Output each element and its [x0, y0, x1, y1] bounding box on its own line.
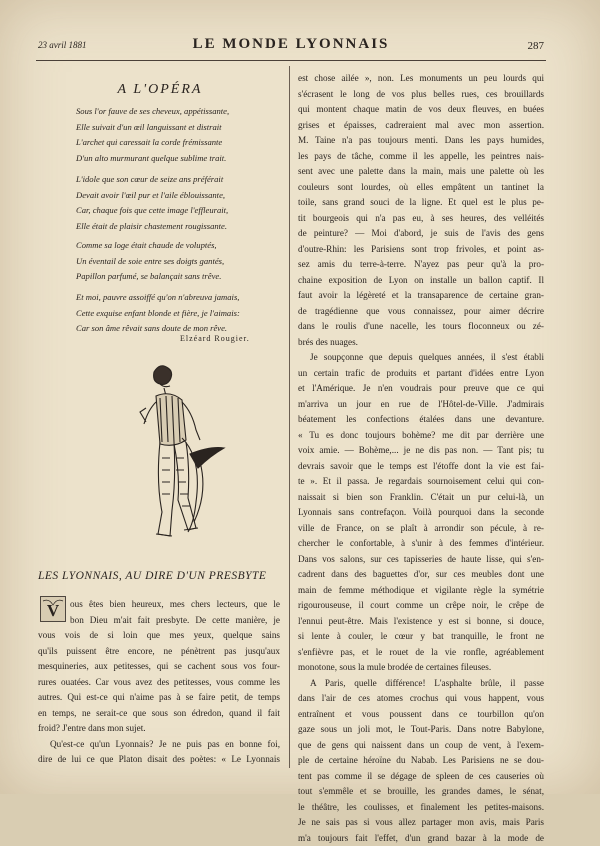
text-line: si lente à couler, le cœur y bat tranquille, le front ne — [298, 629, 544, 645]
text-line: s'écrasent le long de vos plus belles rues, ces brouillards — [298, 87, 544, 103]
poem-title: A L'OPÉRA — [40, 82, 280, 98]
text-line: entraînent et vous poussent dans ce tourbillon qu'on — [298, 707, 544, 723]
text-line: ple de certaine héroïne du Nabab. Les Parisiens ne se dou- — [298, 753, 544, 769]
text-line: qu'ils puissent être encore, ne pénètrent pas jusqu'aux — [38, 644, 280, 660]
text-line: bon Dieu m'ait fait presbyte. De cette manière, je — [70, 613, 280, 629]
issue-date: 23 avril 1881 — [38, 40, 87, 50]
text-line: d'outre-Rhin: les Parisiens sont trop frivoles, et point as- — [298, 242, 544, 258]
text-line: te ». Et il passa. Je regardais sournoisement celui qui con- — [298, 474, 544, 490]
text-line: chaine exposition de Lyon on installe un ballon captif. Il — [298, 273, 544, 289]
poem-line: Comme sa loge était chaude de voluptés, — [76, 238, 286, 254]
text-line: chercher le confortable, à s'unir à des femmes d'intérieur. — [298, 536, 544, 552]
poem-line: Car son âme rêvait sans doute de mon rêve. — [76, 321, 286, 337]
text-line: rigourouseuse, il court comme un crêpe noir, le crêpe de — [298, 598, 544, 614]
text-line: A Paris, quelle différence! L'asphalte brûle, il passe — [298, 676, 544, 692]
page-number: 287 — [528, 40, 545, 52]
text-line: le théâtre, les coulisses, et finalement les petites-maisons. — [298, 800, 544, 816]
text-line: est chose ailée », non. Les monuments un peu lourds qui — [298, 71, 544, 87]
text-line: vous vois de si loin que mes yeux, quelque sains — [38, 628, 280, 644]
text-line: un certain trafic de produits et partant d'idées entre Lyon — [298, 366, 544, 382]
text-line: dire de lui ce que Platon disait des poètes: « Le Lyonnais — [38, 752, 280, 768]
article-column-right — [298, 71, 544, 846]
text-line: tit bourgeois qui n'a pas eu, à ses heures, des velléités — [298, 211, 544, 227]
text-line: sez amis du terre-à-terre. N'ayez pas peur qu'à la pro- — [298, 257, 544, 273]
text-line: ville de France, on se plaît à arrondir son pécule, à re- — [298, 521, 544, 537]
header-rule — [36, 60, 546, 61]
poem-line: Elle était de plaisir chastement rougissante. — [76, 219, 286, 235]
text-line: tout s'emmêle et se brouille, les grandes dames, le sénat, — [298, 784, 544, 800]
text-line: béatement les confections étalées dans une devanture. — [298, 412, 544, 428]
text-line: grises et épaisses, cadreraient mal avec mon assertion. — [298, 118, 544, 134]
poem-stanza-2 — [76, 172, 286, 234]
poem-stanza-3 — [76, 238, 286, 285]
article-column-left — [38, 628, 280, 768]
poem-stanza-4 — [76, 290, 286, 337]
text-line: Qu'est-ce qu'un Lyonnais? Je ne puis pas en bonne foi, — [38, 737, 280, 753]
text-line: en temps, ne serait-ce que sous son édredon, quand il fait — [38, 706, 280, 722]
text-line: monotone, sous la mule brodée de certaines fileuses. — [298, 660, 544, 676]
text-line: sent avec une palette dans la main, mais une palette où les — [298, 164, 544, 180]
text-line: couleurs sont lourdes, où elles empâtent un tantinet la — [298, 180, 544, 196]
poem-stanza-1 — [76, 104, 286, 166]
page-header — [36, 36, 546, 56]
poem-line: D'un alto murmurant quelque sublime trait. — [76, 151, 286, 167]
poem-line: Papillon parfumé, se balançait sans trêve. — [76, 269, 286, 285]
text-line: M. Taine n'a pas toujours menti. Dans les pays humides, — [298, 133, 544, 149]
dropcap-letter: V — [47, 601, 60, 620]
poem-line: L'idole que son cœur de seize ans préférait — [76, 172, 286, 188]
poem-line: Un éventail de soie entre ses doigts gantés, — [76, 254, 286, 270]
text-line: Je soupçonne que depuis quelques années, il s'est établi — [298, 350, 544, 366]
poem-line: Car, chaque fois que cette image l'effleurait, — [76, 203, 286, 219]
poem-line: Cette exquise enfant blonde et fière, je l'aimais: — [76, 306, 286, 322]
text-line: de peinture? — Moi d'abord, je suis de l'avis des gens — [298, 226, 544, 242]
text-line: devrais savoir que le temps est l'étoffe dont la vie est fai- — [298, 459, 544, 475]
text-line: naissait si bien son Franklin. C'était un pur celui-là, un — [298, 490, 544, 506]
text-line: froid? J'entre dans mon sujet. — [38, 721, 280, 737]
article-column-left-dropcap — [70, 597, 280, 628]
text-line: mesquineries, aux petitesses, qui se cachent sous vos four- — [38, 659, 280, 675]
text-line: main de femme méthodique et vigilante règle la symétrie — [298, 583, 544, 599]
text-line: rures ouatées. Car vous avez des petitesses, vous comme les — [38, 675, 280, 691]
text-line: m'a toujours fait l'effet, d'un grand bazar à la mode de — [298, 831, 544, 846]
text-line: ous êtes bien heureux, mes chers lecteurs, que le — [70, 597, 280, 613]
article-title: LES LYONNAIS, AU DIRE D'UN PRESBYTE — [38, 570, 284, 582]
column-rule — [289, 66, 290, 768]
poem-line: Et moi, pauvre assoiffé qu'on n'abreuva jamais, — [76, 290, 286, 306]
text-line: gaze sous un joli mot, le Tout-Paris. Dans notre Babylone, — [298, 722, 544, 738]
text-line: dans l'air de ces atomes crochus qui vous happent, vous — [298, 691, 544, 707]
text-line: cadrent dans des baguettes d'or, sur ces meubles dont une — [298, 567, 544, 583]
dropcap-ornament — [40, 596, 66, 622]
text-line: s'enfièvre pas, et le rouet de la vie ronfle, agréablement — [298, 645, 544, 661]
text-line: qui montent chaque matin de vos deux fleuves, en buées — [298, 102, 544, 118]
text-line: les pays de tâche, comme il les appelle, les peintres nais- — [298, 149, 544, 165]
text-line: autres. Qui est-ce qui n'aime pas à se faire petit, de temps — [38, 690, 280, 706]
poem-line: Sous l'or fauve de ses cheveux, appétissante, — [76, 104, 286, 120]
text-line: faut avoir la légèreté et la transaparence de certaine gran- — [298, 288, 544, 304]
poem-signature: Elzéard Rougier. — [180, 334, 250, 343]
text-line: dans le roulis d'une nacelle, les tours floconneux ou zé- — [298, 319, 544, 335]
text-line: tent pas comme il se dégage de spleen de ces causeries où — [298, 769, 544, 785]
poem-line: Elle suivait d'un œil languissant et distrait — [76, 120, 286, 136]
text-line: voix amie. — Bohème,... je ne dis pas non. — Tant pis; tu — [298, 443, 544, 459]
text-line: que de gens qui naissent dans un coup de vent, à l'exem- — [298, 738, 544, 754]
text-line: Je ne sais pas si vous allez partager mon avis, mais Paris — [298, 815, 544, 831]
text-line: de tragédienne que vous connaissez, pour aimer décrire — [298, 304, 544, 320]
masthead: LE MONDE LYONNAIS — [36, 36, 546, 53]
text-line: et l'Amérique. Je n'en voudrais pour preuve que ce qui — [298, 381, 544, 397]
text-line: Dans vos salons, sur ces tapisseries de haute lisse, qui s'en- — [298, 552, 544, 568]
poem-line: Devait avoir l'œil pur et l'aile éblouissante, — [76, 188, 286, 204]
illustration-dandy — [120, 358, 230, 558]
text-line: toile, sans grand souci de la ligne. Et quel est le plus pe- — [298, 195, 544, 211]
poem-line: L'archet qui caressait la corde frémissante — [76, 135, 286, 151]
text-line: Lyonnais sans contrefaçon. Voilà pourquoi dans la seconde — [298, 505, 544, 521]
text-line: brés des nuages. — [298, 335, 544, 351]
text-line: « Tu es donc toujours bohème? me dit par derrière une — [298, 428, 544, 444]
text-line: m'arriva un jour en rue de l'Hôtel-de-Ville. J'admirais — [298, 397, 544, 413]
text-line: l'ennui peut-être. Mais l'existence y est si bonne, si douce, — [298, 614, 544, 630]
